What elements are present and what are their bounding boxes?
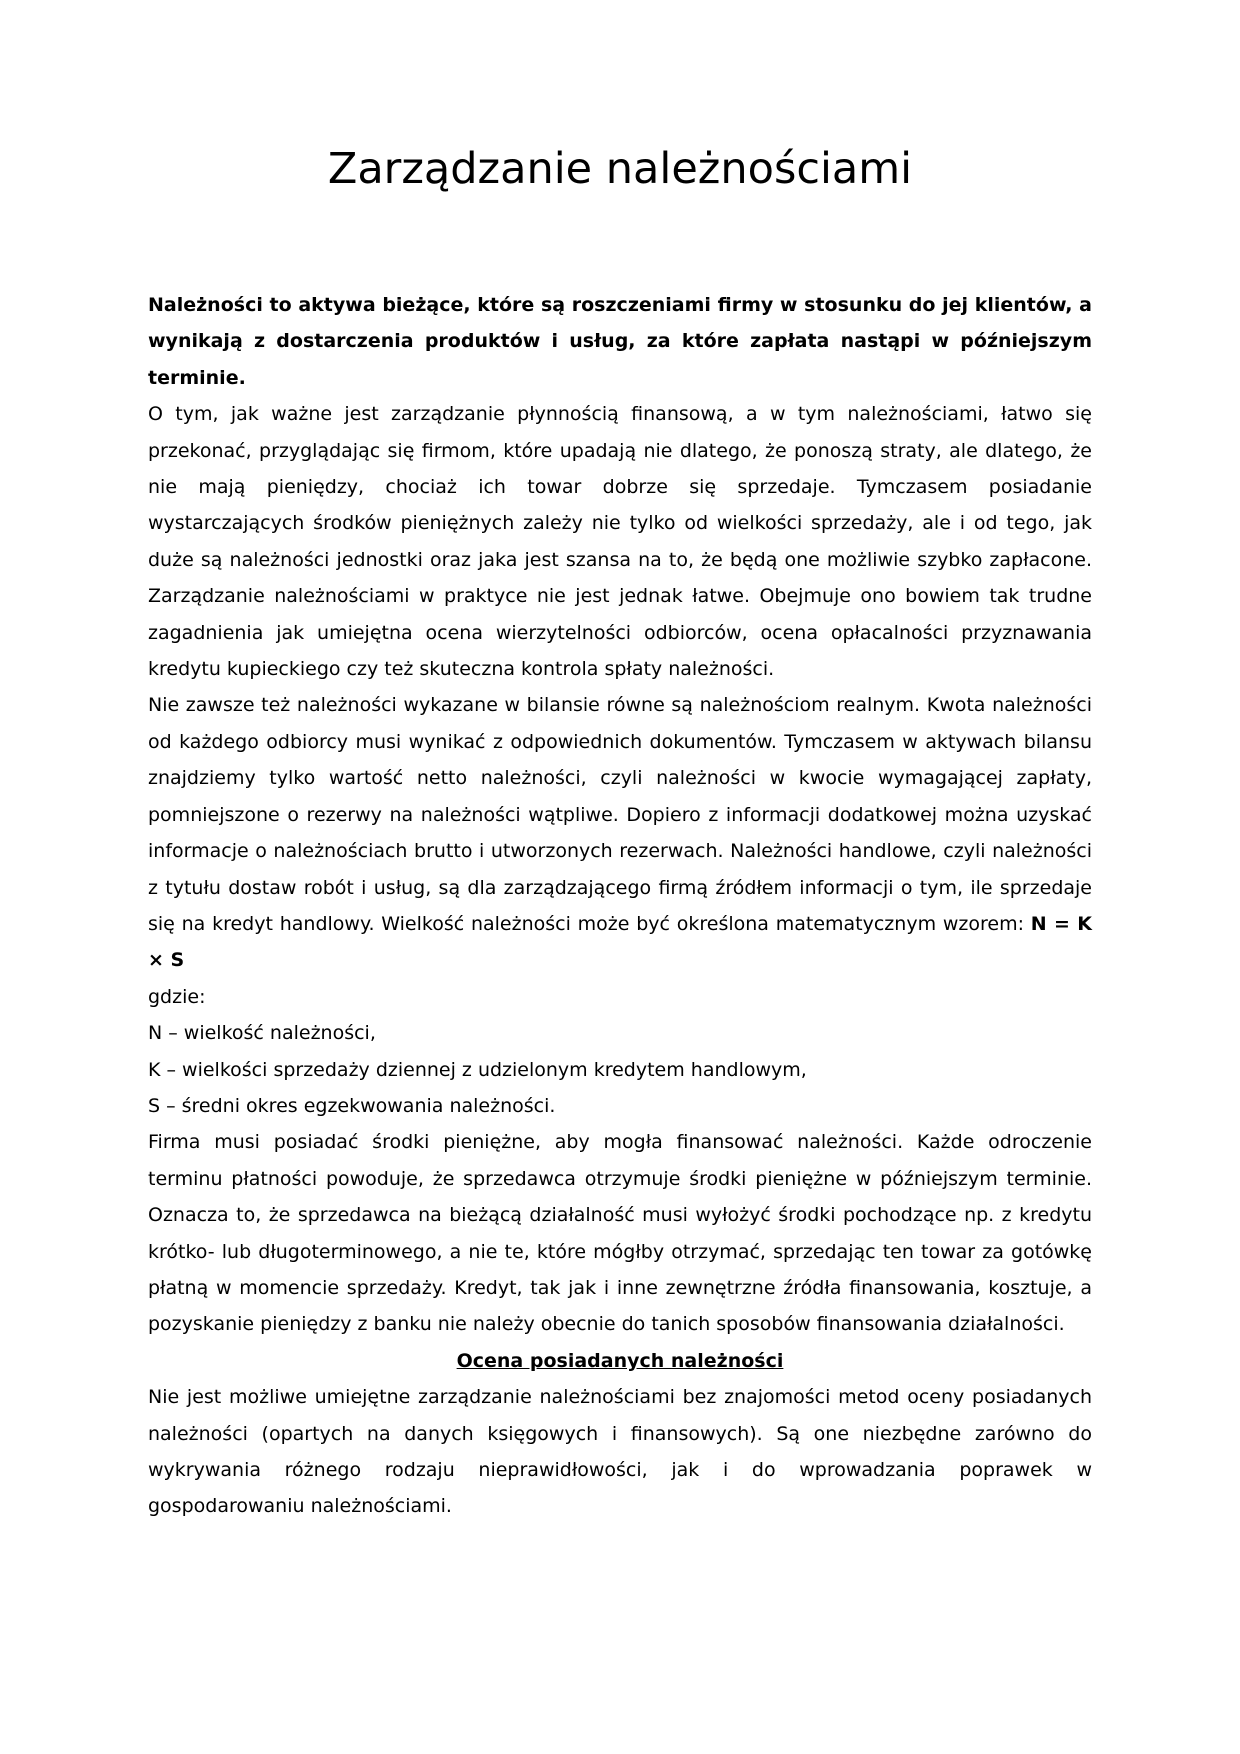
- document-body: [148, 287, 1092, 1525]
- definition-k: K – wielkości sprzedaży dziennej z udzielonym kredytem handlowym,: [148, 1058, 807, 1081]
- where-label: gdzie:: [148, 985, 206, 1008]
- document-title: Zarządzanie należnościami: [327, 144, 913, 194]
- paragraph-balance-sheet-text: Nie zawsze też należności wykazane w bilansie równe są należnościom realnym. Kwota należności od każdego odbiorcy musi wynikać z odpowiednich dokumentów. Tymczasem w aktywach bilansu znajdziemy tylko wartość netto należności, czyli należności w kwocie wymagającej zapłaty, pomniejszone o rezerwy na należności wątpliwe. Dopiero z informacji dodatkowej można uzyskać informacje o należnościach brutto i utworzonych rezerwach. Należności handlowe, czyli należności z tytułu dostaw robót i usług, są dla zarządzającego firmą źródłem informacji o tym, ile sprzedaje się na kredyt handlowy. Wielkość należności może być określona matematycznym wzorem:: [148, 694, 1092, 935]
- definition-s: S – średni okres egzekwowania należności.: [148, 1094, 556, 1117]
- lead-paragraph: Należności to aktywa bieżące, które są roszczeniami firmy w stosunku do jej klientów, a wynikają z dostarczenia produktów i usług, za które zapłata nastąpi w późniejszym terminie.: [148, 294, 1092, 389]
- paragraph-assessment: Nie jest możliwe umiejętne zarządzanie należnościami bez znajomości metod oceny posiadanych należności (opartych na danych księgowych i finansowych). Są one niezbędne zarówno do wykrywania różnego rodzaju nieprawidłowości, jak i do wprowadzania poprawek w gospodarowaniu należnościami.: [148, 1386, 1092, 1518]
- formula: N = K × S: [148, 912, 1093, 972]
- document-page: [148, 0, 1092, 1754]
- paragraph-financing: Firma musi posiadać środki pieniężne, aby mogła finansować należności. Każde odroczenie terminu płatności powoduje, że sprzedawca otrzymuje środki pieniężne w późniejszym terminie. Oznacza to, że sprzedawca na bieżącą działalność musi wyłożyć środki pochodzące np. z kredytu krótko- lub długoterminowego, a nie te, które mógłby otrzymać, sprzedając ten towar za gotówkę płatną w momencie sprzedaży. Kredyt, tak jak i inne zewnętrzne źródła finansowania, kosztuje, a pozyskanie pieniędzy z banku nie należy obecnie do tanich sposobów finansowania działalności.: [148, 1131, 1092, 1336]
- section-heading: Ocena posiadanych należności: [456, 1349, 784, 1372]
- paragraph-liquidity: O tym, jak ważne jest zarządzanie płynnością finansową, a w tym należnościami, łatwo się przekonać, przyglądając się firmom, które upadają nie dlatego, że ponoszą straty, ale dlatego, że nie mają pieniędzy, chociaż ich towar dobrze się sprzedaje. Tymczasem posiadanie wystarczających środków pieniężnych zależy nie tylko od wielkości sprzedaży, ale i od tego, jak duże są należności jednostki oraz jaka jest szansa na to, że będą one możliwie szybko zapłacone. Zarządzanie należnościami w praktyce nie jest jednak łatwe. Obejmuje ono bowiem tak trudne zagadnienia jak umiejętna ocena wierzytelności odbiorców, ocena opłacalności przyznawania kredytu kupieckiego czy też skuteczna kontrola spłaty należności.: [148, 403, 1092, 681]
- definition-n: N – wielkość należności,: [148, 1022, 376, 1045]
- paragraph-balance-sheet: [148, 687, 1092, 978]
